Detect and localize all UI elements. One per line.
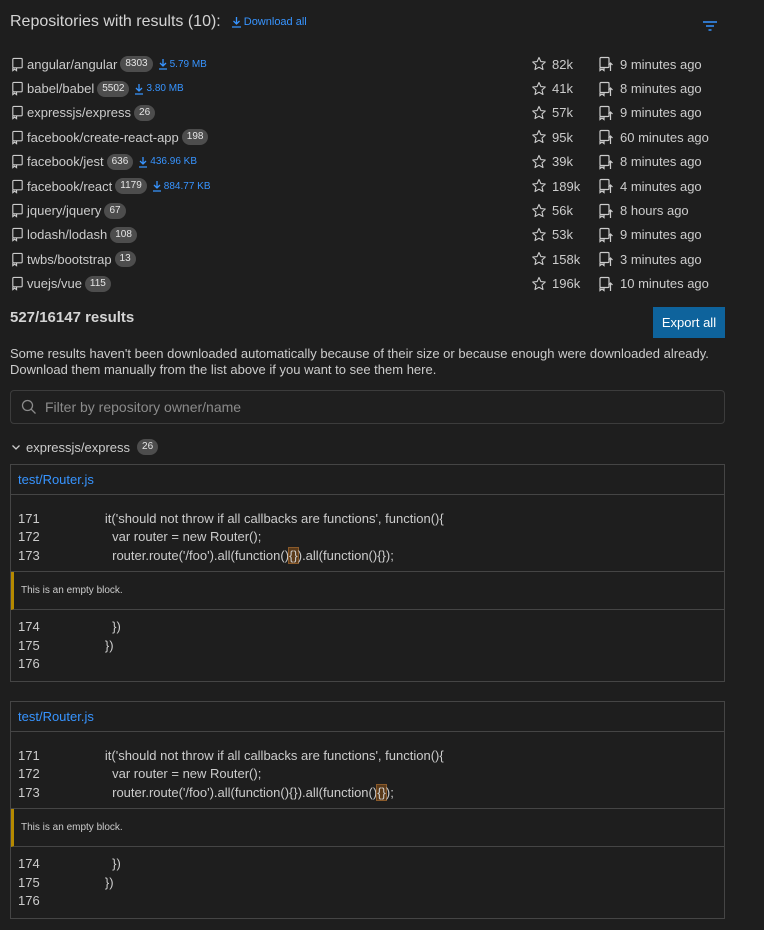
repo-stars-count: 158k — [552, 251, 581, 267]
group-header-expressjs[interactable] — [10, 437, 158, 457]
repo-stars-count: 53k — [552, 227, 573, 243]
line-number: 175 — [18, 874, 40, 890]
code-snippet-bottom — [11, 610, 724, 682]
line-number: 175 — [18, 637, 40, 653]
repo-stars — [531, 178, 580, 194]
repo-row[interactable] — [10, 101, 725, 125]
result-message: This is an empty block. — [11, 809, 724, 847]
code-text: var router = new Router(); — [76, 529, 262, 545]
repo-stars — [531, 105, 573, 121]
repo-row[interactable] — [10, 174, 725, 198]
result-card — [10, 701, 725, 919]
line-number: 173 — [18, 784, 40, 800]
repositories-title: Repositories with results (10): — [10, 13, 221, 30]
repo-name: angular/angular — [27, 56, 118, 72]
repo-name: vuejs/vue — [27, 276, 82, 292]
repo-updated-time: 60 minutes ago — [620, 129, 709, 145]
repo-updated — [598, 154, 702, 170]
group-repo-name: expressjs/express — [26, 439, 131, 455]
repo-updated-time: 3 minutes ago — [620, 251, 702, 267]
download-icon — [138, 156, 148, 168]
repo-updated — [598, 56, 702, 72]
repo-stars — [531, 227, 573, 243]
line-number: 171 — [18, 510, 40, 526]
star-icon — [531, 227, 547, 243]
repo-download-link[interactable] — [158, 58, 207, 70]
download-all-label: Download all — [243, 16, 307, 28]
repo-stars-count: 56k — [552, 203, 573, 219]
filter-input[interactable] — [45, 399, 645, 415]
filter-field[interactable] — [10, 390, 725, 424]
download-icon — [134, 83, 144, 95]
results-count: 527/16147 results — [10, 309, 135, 326]
result-message: This is an empty block. — [11, 572, 724, 610]
repo-row[interactable] — [10, 247, 725, 271]
repositories-header — [10, 10, 724, 34]
code-line — [18, 528, 724, 547]
repo-updated — [598, 81, 702, 97]
repo-count-badge: 636 — [107, 154, 134, 170]
result-file-link[interactable]: test/Router.js — [11, 465, 724, 495]
repo-download-link[interactable] — [138, 156, 197, 168]
repo-push-icon — [598, 154, 614, 170]
result-file-link[interactable]: test/Router.js — [11, 702, 724, 732]
code-line — [18, 746, 724, 765]
code-highlight[interactable]: {} — [289, 547, 298, 563]
repo-updated — [598, 129, 709, 145]
repo-push-icon — [598, 81, 614, 97]
repo-stars — [531, 154, 573, 170]
repo-stars-count: 41k — [552, 81, 573, 97]
repository-list — [10, 52, 725, 296]
group-count-badge: 26 — [137, 439, 158, 455]
repo-name: babel/babel — [27, 81, 95, 97]
download-icon — [152, 180, 162, 192]
code-text: it('should not throw if all callbacks are functions', function(){ — [76, 747, 444, 763]
repo-row[interactable] — [10, 272, 725, 296]
repo-download-link[interactable] — [152, 180, 211, 192]
repo-push-icon — [598, 227, 614, 243]
repo-stars — [531, 251, 580, 267]
repo-icon — [10, 130, 25, 145]
code-line — [18, 873, 724, 892]
repo-icon — [10, 179, 25, 194]
repo-push-icon — [598, 276, 614, 292]
repo-icon — [10, 252, 25, 267]
repo-stars — [531, 203, 573, 219]
filter-icon[interactable] — [702, 18, 718, 34]
code-text: ).all(function(){}); — [297, 547, 394, 563]
code-line — [18, 783, 724, 802]
repo-row[interactable] — [10, 76, 725, 100]
code-line — [18, 892, 724, 911]
repo-download-size: 436.96 KB — [150, 156, 198, 168]
chevron-down-icon — [10, 441, 22, 453]
repo-icon — [10, 276, 25, 291]
repo-row[interactable] — [10, 52, 725, 76]
repo-updated-time: 8 minutes ago — [620, 154, 702, 170]
repo-count-badge: 8303 — [120, 56, 152, 72]
repo-updated-time: 9 minutes ago — [620, 56, 702, 72]
result-card — [10, 464, 725, 682]
repo-push-icon — [598, 203, 614, 219]
repo-updated-time: 8 hours ago — [620, 203, 689, 219]
repo-count-badge: 1179 — [115, 178, 147, 194]
repo-row[interactable] — [10, 150, 725, 174]
repo-download-size: 3.80 MB — [146, 83, 184, 95]
line-number: 174 — [18, 856, 40, 872]
repo-stars — [531, 56, 573, 72]
repo-name: jquery/jquery — [27, 203, 102, 219]
repo-stars-count: 39k — [552, 154, 573, 170]
repo-updated-time: 10 minutes ago — [620, 276, 709, 292]
repo-icon — [10, 105, 25, 120]
repo-name: facebook/jest — [27, 154, 104, 170]
code-snippet-bottom — [11, 847, 724, 919]
repo-push-icon — [598, 105, 614, 121]
line-number: 173 — [18, 547, 40, 563]
repo-updated — [598, 276, 709, 292]
repo-stars — [531, 276, 580, 292]
repo-count-badge: 198 — [182, 129, 209, 145]
repo-stars-count: 189k — [552, 178, 581, 194]
code-line — [18, 618, 724, 637]
repo-updated — [598, 178, 702, 194]
repo-updated-time: 9 minutes ago — [620, 227, 702, 243]
code-text: }) — [76, 856, 121, 872]
repo-push-icon — [598, 178, 614, 194]
line-number: 176 — [18, 893, 40, 909]
repo-stars-count: 82k — [552, 56, 573, 72]
download-icon — [231, 16, 242, 28]
repo-updated — [598, 105, 702, 121]
repo-icon — [10, 57, 25, 72]
repo-download-link[interactable] — [134, 83, 183, 95]
repo-download-size: 5.79 MB — [169, 58, 207, 70]
code-text: }) — [76, 619, 121, 635]
line-number: 174 — [18, 619, 40, 635]
star-icon — [531, 203, 547, 219]
code-snippet-top — [11, 732, 724, 809]
repo-icon — [10, 227, 25, 242]
code-line — [18, 509, 724, 528]
search-icon — [21, 399, 37, 415]
repo-count-badge: 67 — [104, 203, 125, 219]
repo-count-badge: 13 — [115, 251, 136, 267]
repo-count-badge: 5502 — [97, 81, 129, 97]
repo-updated — [598, 227, 702, 243]
star-icon — [531, 105, 547, 121]
repo-name: twbs/bootstrap — [27, 251, 112, 267]
code-line — [18, 655, 724, 674]
star-icon — [531, 154, 547, 170]
code-line — [18, 636, 724, 655]
repo-stars-count: 57k — [552, 105, 573, 121]
code-text: ); — [385, 784, 394, 800]
download-notice: Some results haven't been downloaded automatically because of their size or because enough were downloaded already. Download them manually from the list above if you want to see them here. — [10, 346, 709, 377]
line-number: 176 — [18, 656, 40, 672]
code-line — [18, 855, 724, 874]
repo-push-icon — [598, 56, 614, 72]
code-snippet-top — [11, 495, 724, 572]
star-icon — [531, 56, 547, 72]
repo-count-badge: 115 — [85, 276, 111, 292]
export-all-button[interactable]: Export all — [653, 307, 725, 338]
code-line — [18, 546, 724, 565]
repo-name: lodash/lodash — [27, 227, 108, 243]
line-number: 171 — [18, 747, 40, 763]
repo-count-badge: 108 — [110, 227, 137, 243]
code-highlight[interactable]: {} — [377, 784, 386, 800]
repo-row[interactable] — [10, 125, 725, 149]
repo-row[interactable] — [10, 198, 725, 222]
repo-name: facebook/react — [27, 178, 113, 194]
star-icon — [531, 81, 547, 97]
repo-row[interactable] — [10, 223, 725, 247]
line-number: 172 — [18, 766, 40, 782]
repo-stars-count: 196k — [552, 276, 581, 292]
repo-updated — [598, 251, 702, 267]
code-text: }) — [76, 637, 114, 653]
repo-name: expressjs/express — [27, 105, 132, 121]
repo-name: facebook/create-react-app — [27, 129, 179, 145]
star-icon — [531, 251, 547, 267]
repo-push-icon — [598, 251, 614, 267]
repo-stars — [531, 129, 573, 145]
repo-updated-time: 9 minutes ago — [620, 105, 702, 121]
code-text: var router = new Router(); — [76, 766, 262, 782]
repo-icon — [10, 81, 25, 96]
repo-updated-time: 8 minutes ago — [620, 81, 702, 97]
repo-push-icon — [598, 129, 614, 145]
star-icon — [531, 178, 547, 194]
repo-stars-count: 95k — [552, 129, 573, 145]
repo-updated — [598, 203, 689, 219]
code-line — [18, 765, 724, 784]
download-all-link[interactable] — [231, 16, 307, 28]
repo-icon — [10, 203, 25, 218]
repo-updated-time: 4 minutes ago — [620, 178, 702, 194]
repo-count-badge: 26 — [134, 105, 155, 121]
code-text: it('should not throw if all callbacks are functions', function(){ — [76, 510, 444, 526]
star-icon — [531, 276, 547, 292]
star-icon — [531, 129, 547, 145]
code-text: }) — [76, 874, 114, 890]
code-text: router.route('/foo').all(function() — [76, 547, 290, 563]
repo-download-size: 884.77 KB — [163, 180, 211, 192]
download-icon — [158, 58, 168, 70]
code-text: router.route('/foo').all(function(){}).all(function() — [76, 784, 378, 800]
line-number: 172 — [18, 529, 40, 545]
repo-stars — [531, 81, 573, 97]
repo-icon — [10, 154, 25, 169]
